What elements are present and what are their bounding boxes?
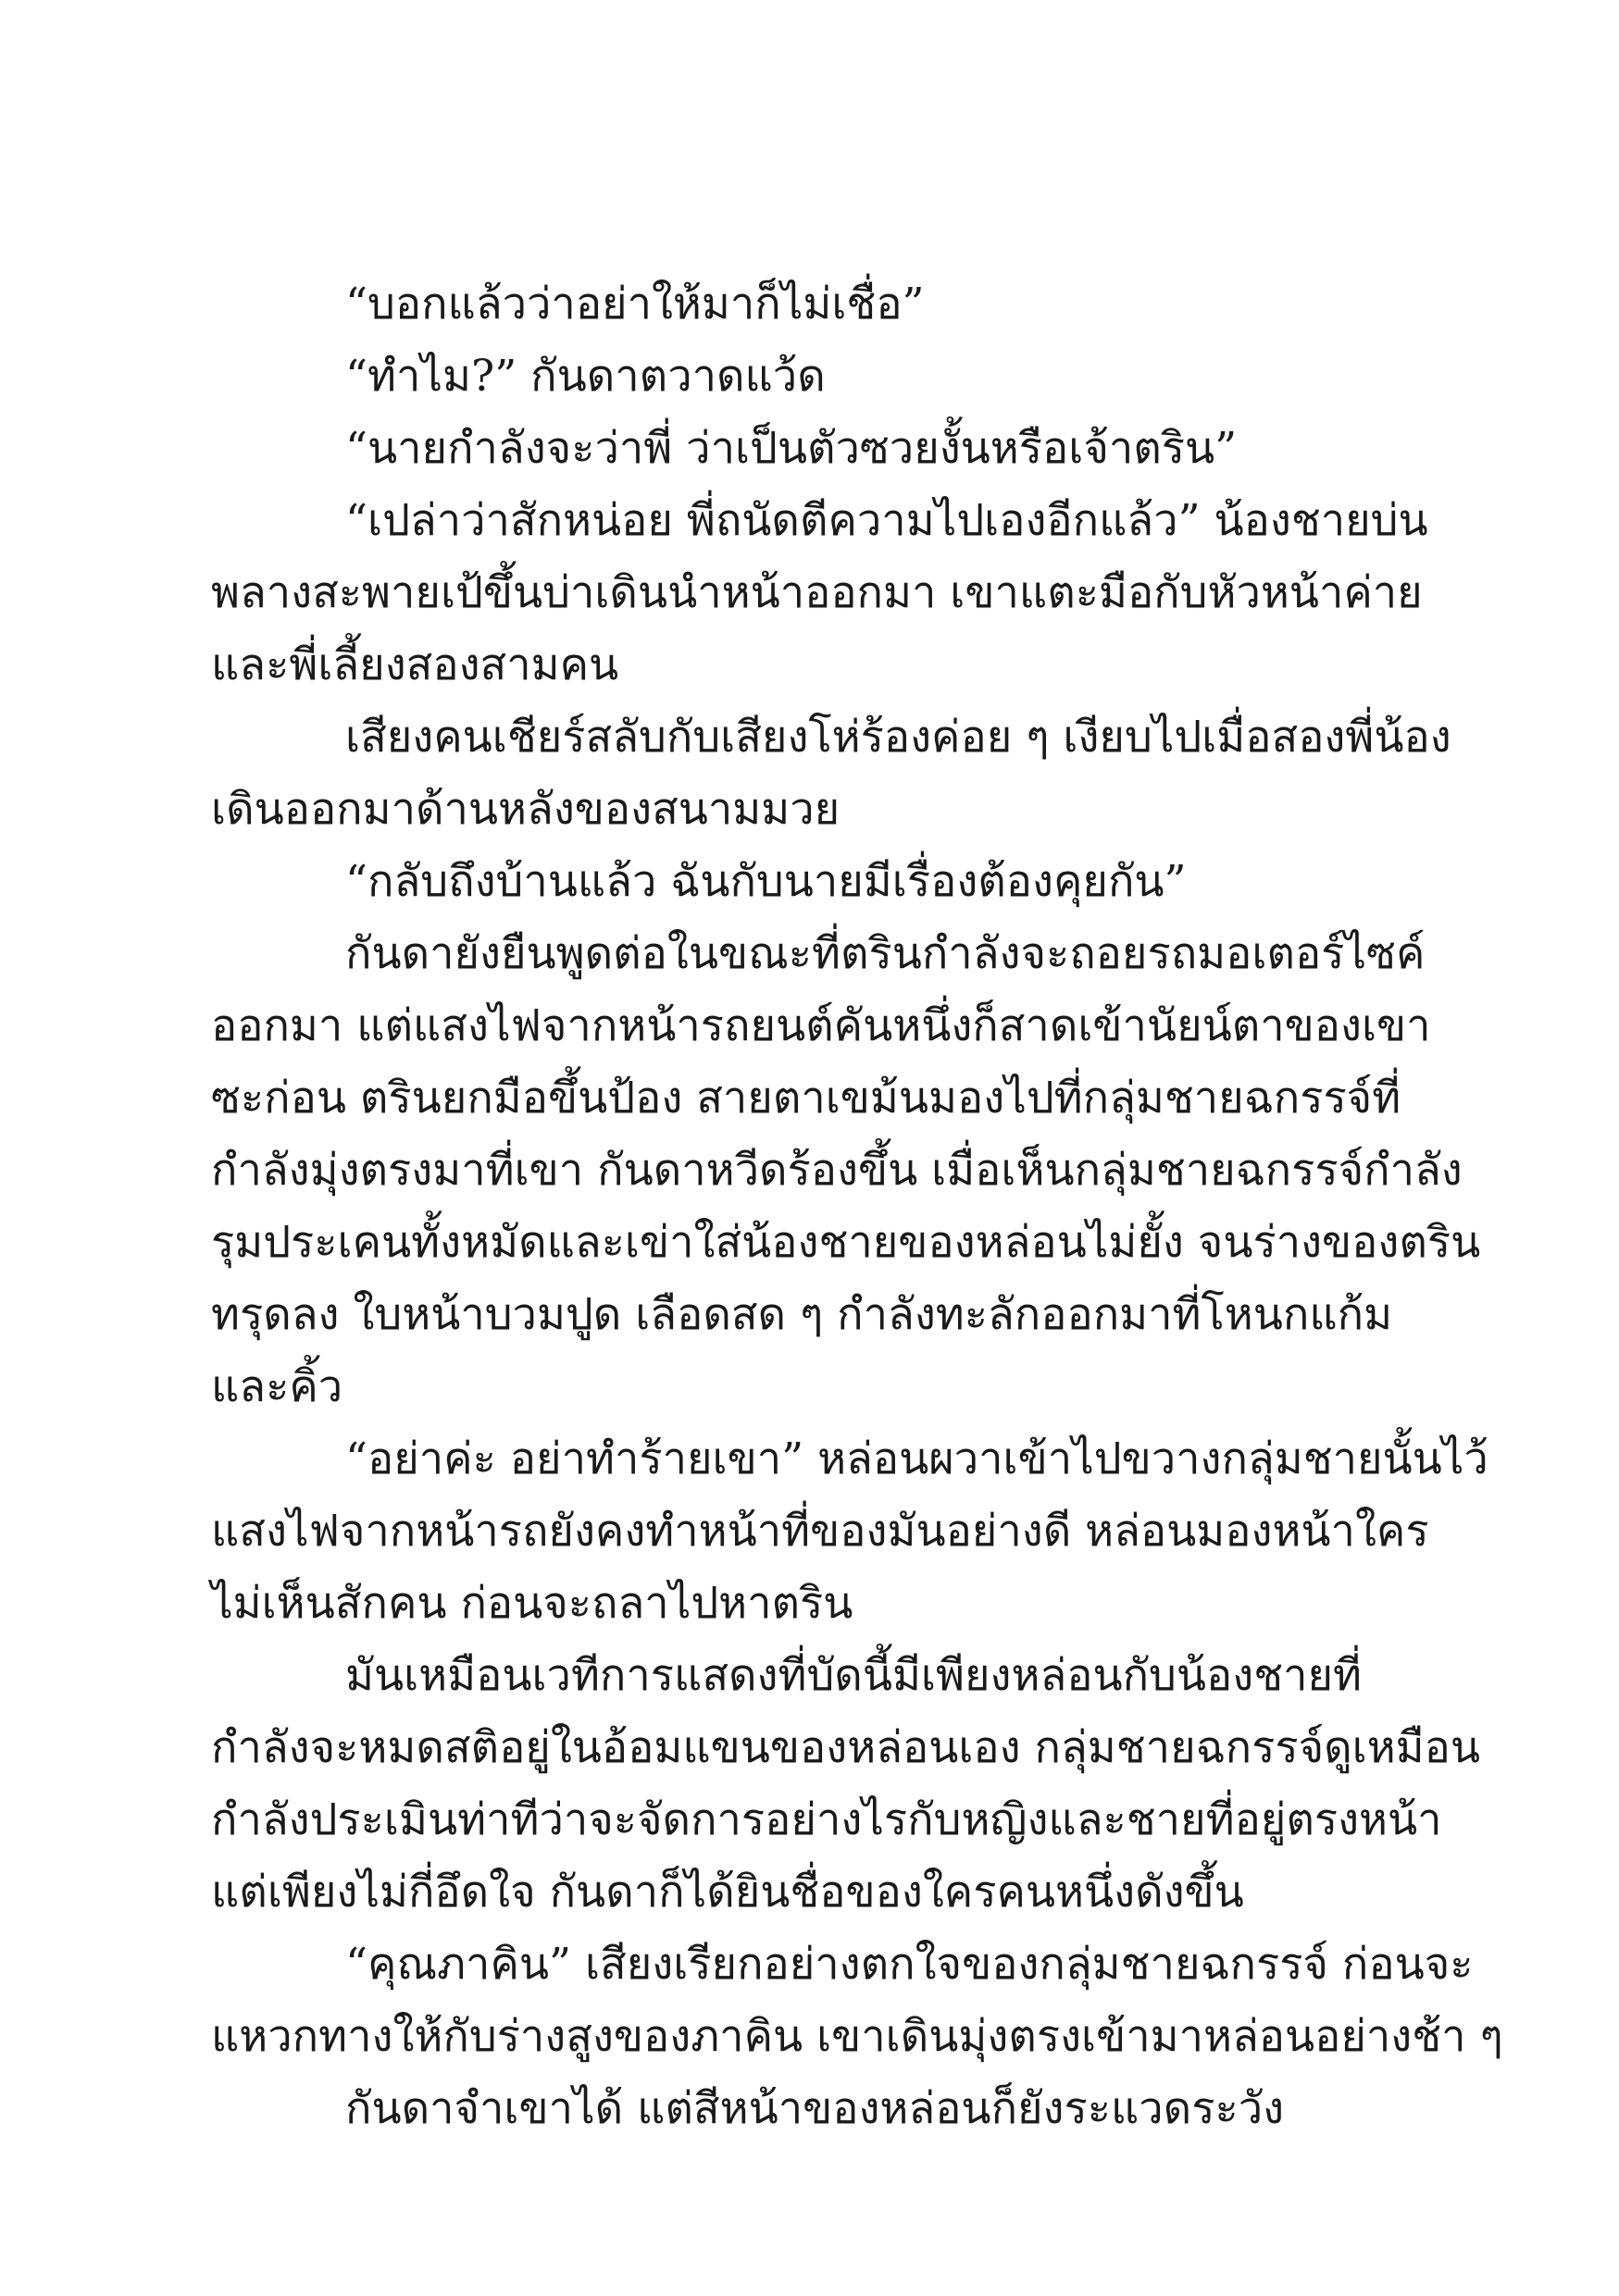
text-line: แหวกทางให้กับร่างสูงของภาคิน เขาเดินมุ่งตรงเข้ามาหล่อนอย่างช้า ๆ [211,2011,1503,2062]
text-line: เสียงคนเชียร์สลับกับเสียงโห่ร้องค่อย ๆ เงียบไปเมื่อสองพี่น้อง [345,712,1451,763]
text-line: “อย่าค่ะ อย่าทำร้ายเขา” หล่อนผวาเข้าไปขวางกลุ่มชายนั้นไว้ [345,1433,1488,1484]
text-line: กำลังมุ่งตรงมาที่เขา กันดาหวีดร้องขึ้น เมื่อเห็นกลุ่มชายฉกรรจ์กำลัง [211,1145,1463,1196]
body-text [211,268,1503,2145]
text-line: ซะก่อน ตรินยกมือขึ้นป้อง สายตาเขม้นมองไปที่กลุ่มชายฉกรรจ์ที่ [211,1073,1401,1123]
text-line: กันดาจำเขาได้ แต่สีหน้าของหล่อนก็ยังระแวดระวัง [345,2083,1285,2134]
text-line: และคิ้ว [211,1361,343,1412]
text-line: “บอกแล้วว่าอย่าให้มาก็ไม่เชื่อ” [345,279,925,329]
text-line: แสงไฟจากหน้ารถยังคงทำหน้าที่ของมันอย่างดี หล่อนมองหน้าใคร [211,1506,1429,1557]
text-line: “เปล่าว่าสักหน่อย พี่ถนัดตีความไปเองอีกแล้ว” น้องชายบ่น [345,495,1428,546]
text-line: รุมประเคนทั้งหมัดและเข่าใส่น้องชายของหล่อนไม่ยั้ง จนร่างของตริน [211,1217,1481,1268]
text-line: พลางสะพายเป้ขึ้นบ่าเดินนำหน้าออกมา เขาแตะมือกับหัวหน้าค่าย [211,567,1423,618]
text-line: แต่เพียงไม่กี่อึดใจ กันดาก็ได้ยินชื่อของใครคนหนึ่งดังขึ้น [211,1867,1244,1917]
text-line: “กลับถึงบ้านแล้ว ฉันกับนายมีเรื่องต้องคุยกัน” [345,856,1187,907]
text-line: ออกมา แต่แสงไฟจากหน้ารถยนต์คันหนึ่งก็สาดเข้านัยน์ตาของเขา [211,1000,1431,1051]
text-line: กำลังประเมินท่าทีว่าจะจัดการอย่างไรกับหญิงและชายที่อยู่ตรงหน้า [211,1794,1442,1845]
text-line: “นายกำลังจะว่าพี่ ว่าเป็นตัวซวยงั้นหรือเจ้าตริน” [345,423,1238,474]
text-line: “ทำไม?” กันดาตวาดแว้ด [345,351,826,402]
text-line: กันดายังยืนพูดต่อในขณะที่ตรินกำลังจะถอยรถมอเตอร์ไซค์ [345,928,1426,979]
text-line: และพี่เลี้ยงสองสามคน [211,639,619,690]
text-line: ทรุดลง ใบหน้าบวมปูด เลือดสด ๆ กำลังทะลักออกมาที่โหนกแก้ม [211,1289,1393,1340]
text-line: กำลังจะหมดสติอยู่ในอ้อมแขนของหล่อนเอง กลุ่มชายฉกรรจ์ดูเหมือน [211,1722,1481,1773]
text-line: “คุณภาคิน” เสียงเรียกอย่างตกใจของกลุ่มชายฉกรรจ์ ก่อนจะ [345,1939,1474,1990]
text-line: เดินออกมาด้านหลังของสนามมวย [211,784,841,835]
text-line: มันเหมือนเวทีการแสดงที่บัดนี้มีเพียงหล่อนกับน้องชายที่ [345,1650,1363,1701]
text-line: ไม่เห็นสักคน ก่อนจะถลาไปหาตริน [211,1578,853,1629]
